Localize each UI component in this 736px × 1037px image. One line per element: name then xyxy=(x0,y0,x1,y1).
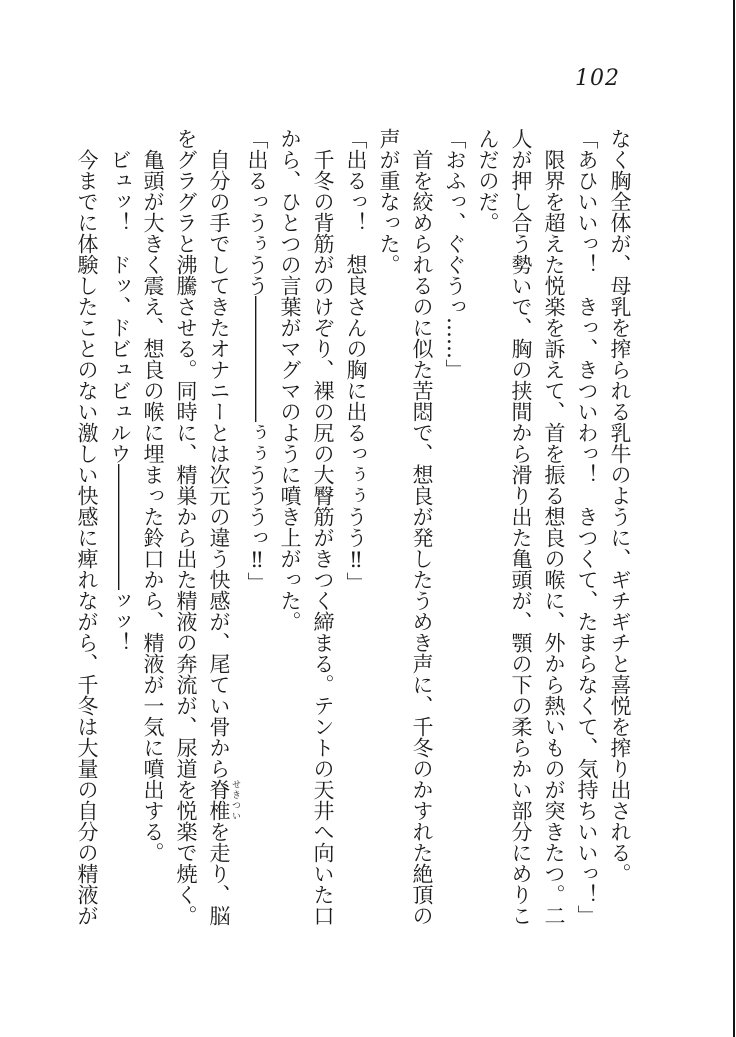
page-right-edge-line xyxy=(733,0,735,1037)
paragraph: 「出るっ！ 想良さんの胸に出るっぅぅうう‼」 xyxy=(344,128,368,593)
paragraph: 限界を超えた悦楽を訴えて、首を振る想良の喉に、外から熱いものが突きたつ。二人が押し合う勢いで、胸の挟間から滑り出た亀頭が、顎の下の柔らかい部分にめりこんだのだ。 xyxy=(476,128,566,926)
paragraph: 首を絞められるのに似た苦悶で、想良が発したうめき声に、千冬のかすれた絶頂の声が重なった。 xyxy=(377,128,434,926)
paragraph: なく胸全体が、母乳を搾られる乳牛のように、ギチギチと喜悦を搾り出される。 xyxy=(608,128,632,884)
page-number: 102 xyxy=(575,66,620,91)
paragraph: 「あひいいっ！ きっ、きついわっ！ きつくて、たまらなくて、気持ちいいっ！」 xyxy=(575,128,599,926)
paragraph: ビュッ！ ドッ、ドビュビュルウ――――――ッッ！ xyxy=(108,128,132,653)
ruby-annotation: 脊椎 せきつい xyxy=(207,779,240,821)
paragraph: 「出るっうぅうう――――――ぅぅうううっ‼」 xyxy=(245,128,269,593)
paragraph: 千冬の背筋がのけぞり、裸の尻の大臀筋がきつく締まる。テントの天井へ向いた口から、ひとつの言葉がマグマのように噴き上がった。 xyxy=(278,128,335,926)
text-block xyxy=(70,128,636,938)
paragraph: 亀頭が大きく震え、想良の喉に埋まった鈴口から、精液が一気に噴出する。 xyxy=(141,128,165,863)
paragraph: 「おふっ、ぐぐうっ……」 xyxy=(443,128,467,380)
paragraph: 自分の手でしてきたオナニーとは次元の違う快感が、尾てい骨から脊椎 せきついを走り、脳をグラグラと沸騰させる。同時に、精巣から出た精液の奔流が、尿道を悦楽で焼く。 xyxy=(174,128,240,926)
paragraph: 今までに体験したことのない激しい快感に痺れながら、千冬は大量の自分の精液が xyxy=(75,128,99,926)
